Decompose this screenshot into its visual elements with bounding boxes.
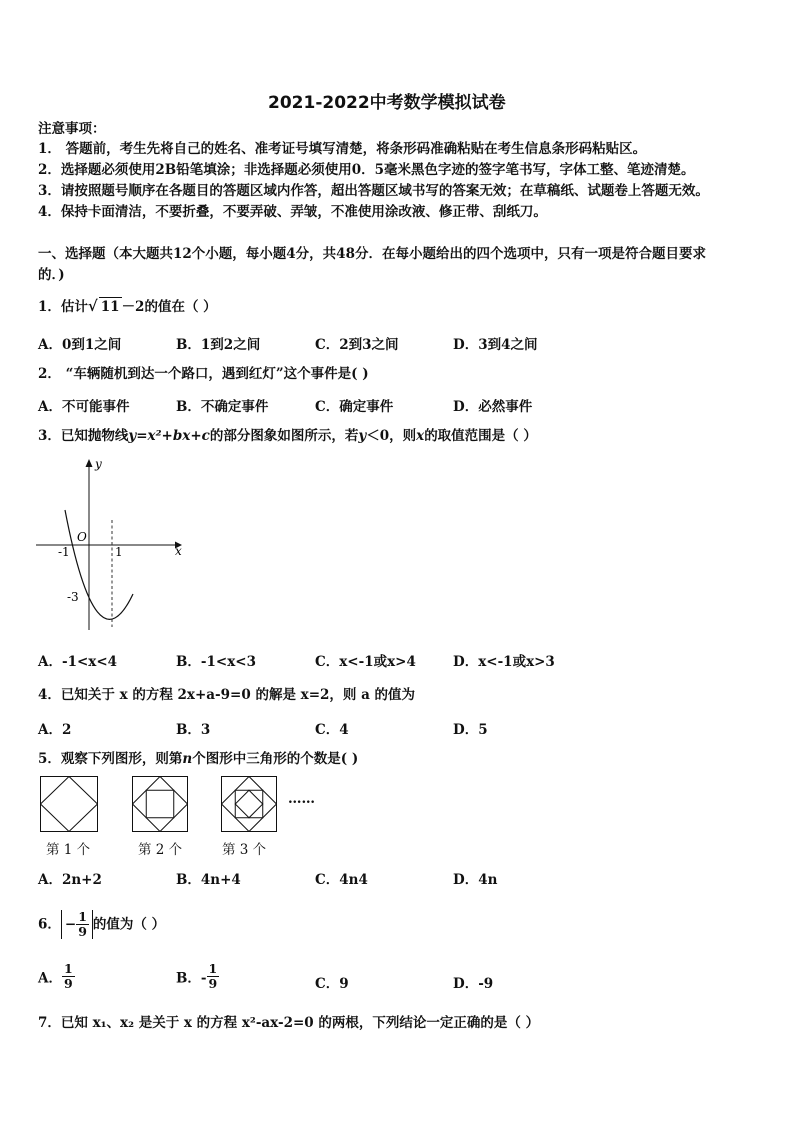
- q3-option-a[interactable]: A．-1<x<4: [38, 654, 118, 670]
- q3-cond: y: [358, 428, 367, 444]
- page-title: 2021-2022中考数学模拟试卷: [268, 93, 506, 113]
- notice-item-4: 4．保持卡面清洁，不要折叠，不要弄破、弄皱，不准使用涂改液、修正带、刮纸刀。: [38, 204, 547, 220]
- section-heading-line2: 的．): [38, 267, 65, 283]
- q1-option-a[interactable]: A．0到1之间: [38, 337, 122, 353]
- q4-option-b[interactable]: B．3: [176, 722, 211, 738]
- q4-option-d[interactable]: D．5: [453, 722, 488, 738]
- origin-label: O: [77, 530, 87, 544]
- q5-option-c[interactable]: C．4n4: [315, 872, 368, 888]
- q5-suffix: 个图形中三角形的个数是( ): [192, 751, 359, 767]
- question-3-stem: [38, 427, 537, 445]
- pattern-figure-3: [221, 776, 277, 832]
- question-1-stem: [38, 297, 217, 316]
- q6-option-b-label: B．-: [176, 970, 207, 987]
- q5-var: n: [182, 751, 193, 767]
- question-7-stem: 7．已知 x₁、x₂ 是关于 x 的方程 x²-ax-2=0 的两根，下列结论一定正确的是（ ）: [38, 1015, 540, 1031]
- option-a-numerator: 1: [63, 961, 73, 976]
- tick-label-neg-three: -3: [67, 590, 79, 604]
- q3-cond2: ＜0，则: [366, 428, 417, 444]
- parabola-graph: [30, 452, 195, 637]
- q6-denominator: 9: [78, 924, 87, 939]
- ellipsis: ……: [288, 791, 315, 807]
- q6-option-b-fraction: [207, 962, 220, 991]
- q2-option-a[interactable]: A．不可能事件: [38, 399, 130, 415]
- figure-label-2: 第 2 个: [138, 842, 183, 858]
- q3-option-c[interactable]: C．x<-1或x>4: [315, 654, 416, 670]
- q4-option-a[interactable]: A．2: [38, 722, 72, 738]
- q6-option-b[interactable]: [176, 962, 219, 991]
- q3-prefix: 3．已知抛物线: [38, 428, 129, 444]
- q6-suffix: 的值为（ ）: [92, 916, 166, 933]
- q5-option-d[interactable]: D．4n: [453, 872, 498, 888]
- q6-fraction: [76, 910, 89, 939]
- tick-label-neg-one: -1: [58, 545, 70, 559]
- q1-minus: －2: [121, 299, 145, 315]
- option-b-denominator: 9: [208, 976, 218, 991]
- q1-suffix: 的值在（ ）: [144, 299, 217, 315]
- q4-option-c[interactable]: C．4: [315, 722, 349, 738]
- y-axis-arrow-icon: [86, 459, 93, 467]
- x-axis-label: x: [175, 544, 182, 558]
- q3-option-b[interactable]: B．-1<x<3: [176, 654, 256, 670]
- q5-prefix: 5．观察下列图形，则第: [38, 751, 183, 767]
- q5-option-a[interactable]: A．2n+2: [38, 872, 102, 888]
- q3-suffix: 的取值范围是（ ）: [424, 428, 537, 444]
- option-a-denominator: 9: [63, 976, 73, 991]
- q3-formula: y=x²+bx+c: [128, 428, 210, 444]
- q6-option-a-label: A．: [38, 970, 62, 987]
- q1-option-d[interactable]: D．3到4之间: [453, 337, 538, 353]
- q6-sign: −: [64, 916, 77, 933]
- q3-var: x: [416, 428, 425, 444]
- q6-numerator: 1: [78, 909, 87, 924]
- q6-option-c[interactable]: C．9: [315, 976, 349, 992]
- q2-option-b[interactable]: B．不确定事件: [176, 399, 269, 415]
- q3-middle: 的部分图象如图所示，若: [209, 428, 359, 444]
- pattern-figure-1: [40, 776, 98, 832]
- question-6-stem: [38, 910, 165, 939]
- absolute-value: [61, 910, 93, 939]
- q6-prefix: 6．: [38, 916, 61, 933]
- q3-option-d[interactable]: D．x<-1或x>3: [453, 654, 555, 670]
- figure-label-3: 第 3 个: [222, 842, 267, 858]
- pattern-figure-2: [132, 776, 188, 832]
- q1-radicand: 11: [100, 299, 120, 315]
- sqrt-sign: √: [87, 297, 98, 315]
- q6-option-d[interactable]: D．-9: [453, 976, 494, 992]
- q1-prefix: 1．估计: [38, 299, 88, 315]
- notice-item-1: 1． 答题前，考生先将自己的姓名、准考证号填写清楚，将条形码准确粘贴在考生信息条形码粘贴区。: [38, 141, 647, 157]
- question-2-stem: 2． “车辆随机到达一个路口，遇到红灯”这个事件是( ): [38, 366, 369, 382]
- q6-option-a[interactable]: [38, 962, 75, 991]
- q1-option-b[interactable]: B．1到2之间: [176, 337, 261, 353]
- tick-label-one: 1: [115, 545, 123, 559]
- q5-option-b[interactable]: B．4n+4: [176, 872, 241, 888]
- notice-item-2: 2．选择题必须使用2B铅笔填涂；非选择题必须使用0．5毫米黑色字迹的签字笔书写，字体工整、笔迹清楚。: [38, 162, 695, 178]
- q2-option-d[interactable]: D．必然事件: [453, 399, 533, 415]
- q1-option-c[interactable]: C．2到3之间: [315, 337, 399, 353]
- option-b-numerator: 1: [208, 961, 218, 976]
- question-5-stem: [38, 750, 358, 768]
- section-heading-line1: 一、选择题（本大题共12个小题，每小题4分，共48分．在每小题给出的四个选项中，只有一项是符合题目要求: [38, 246, 706, 262]
- q2-option-c[interactable]: C．确定事件: [315, 399, 394, 415]
- notice-heading: 注意事项：: [38, 121, 106, 137]
- figure-label-1: 第 1 个: [46, 842, 91, 858]
- question-4-stem: 4．已知关于 x 的方程 2x+a-9=0 的解是 x=2，则 a 的值为: [38, 687, 416, 703]
- notice-item-3: 3．请按照题号顺序在各题目的答题区域内作答，超出答题区域书写的答案无效；在草稿纸、试题卷上答题无效。: [38, 183, 709, 199]
- q6-option-a-fraction: [62, 962, 75, 991]
- y-axis-label: y: [95, 457, 102, 471]
